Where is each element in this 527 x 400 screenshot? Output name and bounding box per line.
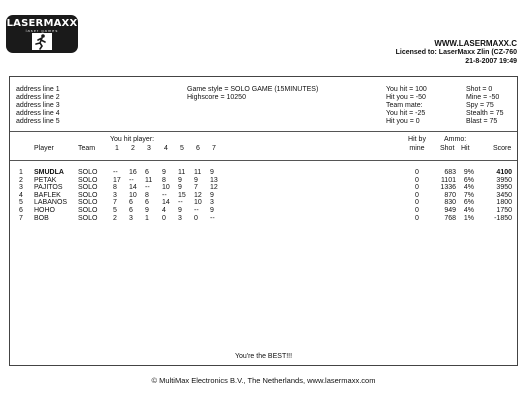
hit-cell: -- bbox=[129, 176, 134, 184]
col-hit-by: Hit by bbox=[408, 136, 426, 143]
table-cell-hit-pct: 7% bbox=[463, 191, 474, 199]
hit-cell: 3 bbox=[129, 214, 133, 222]
table-cell-shot: 683 bbox=[444, 169, 456, 176]
hit-cell: 10 bbox=[162, 184, 170, 192]
hits-column-5 bbox=[178, 169, 186, 222]
table-cell-num: 6 bbox=[19, 206, 23, 214]
table-cell-player: SMUDLA bbox=[34, 169, 64, 176]
table-cell-num: 3 bbox=[19, 184, 23, 192]
table-cell-shot: 768 bbox=[444, 214, 456, 222]
winner-message: You're the BEST!!! bbox=[234, 353, 293, 360]
rule-blast: Blast = 75 bbox=[466, 118, 498, 125]
table-cell-team: SOLO bbox=[78, 214, 98, 222]
hit-cell: 1 bbox=[145, 214, 149, 222]
hit-by-mine-column bbox=[404, 169, 430, 222]
header-divider bbox=[10, 160, 517, 161]
table-cell-shot: 830 bbox=[444, 199, 456, 207]
hit-cell: 11 bbox=[145, 176, 153, 184]
col-opp-2: 2 bbox=[131, 145, 135, 152]
hit-cell: 9 bbox=[178, 176, 182, 184]
rule-tm-hit-you: Hit you = 0 bbox=[386, 118, 420, 125]
hit-cell: 9 bbox=[162, 169, 166, 176]
section-divider bbox=[10, 131, 517, 132]
table-cell-team: SOLO bbox=[78, 184, 98, 192]
hit-cell: 7 bbox=[194, 184, 198, 192]
player-name-column bbox=[34, 169, 67, 222]
hit-cell: 8 bbox=[162, 176, 166, 184]
hit-cell: 3 bbox=[178, 214, 182, 222]
col-player: Player bbox=[34, 145, 54, 152]
scoring-rules-extra bbox=[466, 86, 504, 126]
hit-cell: 6 bbox=[129, 199, 133, 207]
address-line: address line 1 bbox=[16, 86, 60, 93]
table-cell-hit-by-mine: 0 bbox=[415, 169, 419, 176]
col-ammo: Ammo: bbox=[444, 136, 467, 143]
hit-cell: 11 bbox=[178, 169, 186, 176]
hits-column-7 bbox=[210, 169, 218, 222]
col-opp-5: 5 bbox=[180, 145, 184, 152]
col-opp-1: 1 bbox=[115, 145, 119, 152]
hit-cell: -- bbox=[178, 199, 183, 207]
hit-pct-column bbox=[460, 169, 474, 222]
hit-cell: 17 bbox=[113, 176, 121, 184]
hit-cell: -- bbox=[145, 184, 150, 192]
table-cell-hit-pct: 4% bbox=[463, 184, 474, 192]
hits-column-3 bbox=[145, 169, 152, 222]
table-cell-score: 3950 bbox=[496, 176, 512, 184]
table-cell-team: SOLO bbox=[78, 206, 98, 214]
address-line: address line 3 bbox=[16, 102, 60, 109]
hit-cell: -- bbox=[210, 214, 215, 222]
col-opp-3: 3 bbox=[147, 145, 151, 152]
table-cell-score: 3950 bbox=[496, 184, 512, 192]
hit-cell: 15 bbox=[178, 191, 186, 199]
you-hit-player-label: You hit player: bbox=[110, 136, 155, 143]
hit-cell: 12 bbox=[210, 184, 218, 192]
hit-cell: 6 bbox=[129, 206, 133, 214]
col-team: Team bbox=[78, 145, 96, 152]
hits-column-4 bbox=[162, 169, 170, 222]
hit-cell: 6 bbox=[145, 169, 149, 176]
col-score: Score bbox=[493, 145, 512, 152]
table-cell-player: PETAK bbox=[34, 176, 57, 184]
table-cell-score: 1800 bbox=[496, 199, 512, 207]
table-cell-num: 4 bbox=[19, 191, 23, 199]
hit-cell: 11 bbox=[194, 169, 202, 176]
rank-column bbox=[17, 169, 25, 222]
table-cell-hit-by-mine: 0 bbox=[415, 176, 419, 184]
rule-shot: Shot = 0 bbox=[466, 86, 493, 93]
logo-text: LASERMAXX bbox=[6, 18, 78, 29]
game-info bbox=[187, 86, 318, 102]
address-block bbox=[16, 86, 60, 126]
address-line: address line 4 bbox=[16, 110, 60, 117]
table-cell-hit-pct: 6% bbox=[463, 199, 474, 207]
table-cell-team: SOLO bbox=[78, 169, 98, 176]
address-line: address line 2 bbox=[16, 94, 60, 101]
hit-cell: 14 bbox=[162, 199, 170, 207]
hit-cell: -- bbox=[194, 206, 199, 214]
table-cell-player: HOHO bbox=[34, 206, 55, 214]
table-cell-player: BOB bbox=[34, 214, 49, 222]
score-column bbox=[488, 169, 512, 222]
table-cell-team: SOLO bbox=[78, 191, 98, 199]
hit-cell: 10 bbox=[129, 191, 137, 199]
table-cell-hit-by-mine: 0 bbox=[415, 199, 419, 207]
table-cell-hit-pct: 1% bbox=[463, 214, 474, 222]
table-cell-player: PAJITOS bbox=[34, 184, 63, 192]
hit-cell: 9 bbox=[210, 191, 214, 199]
hit-cell: 10 bbox=[194, 199, 202, 207]
col-mine: mine bbox=[409, 145, 425, 152]
hit-cell: 9 bbox=[145, 206, 149, 214]
table-cell-hit-pct: 6% bbox=[463, 176, 474, 184]
table-cell-hit-pct: 4% bbox=[463, 206, 474, 214]
hit-cell: 3 bbox=[210, 199, 214, 207]
table-cell-score: 3450 bbox=[496, 191, 512, 199]
hit-cell: 8 bbox=[145, 191, 149, 199]
col-shot: Shot bbox=[440, 145, 455, 152]
hit-cell: 9 bbox=[194, 176, 198, 184]
rule-tm-you-hit: You hit = -25 bbox=[386, 110, 426, 117]
table-cell-shot: 1101 bbox=[440, 176, 456, 184]
col-opp-4: 4 bbox=[164, 145, 168, 152]
rule-you-hit: You hit = 100 bbox=[386, 86, 427, 93]
table-cell-score: 4100 bbox=[496, 169, 512, 176]
table-cell-shot: 870 bbox=[444, 191, 456, 199]
hit-cell: 8 bbox=[113, 184, 117, 192]
website-url: WWW.LASERMAXX.C bbox=[434, 39, 517, 48]
table-cell-num: 1 bbox=[19, 169, 23, 176]
hit-cell: 4 bbox=[162, 206, 166, 214]
copyright-footer: © MultiMax Electronics B.V., The Netherlands, www.lasermaxx.com bbox=[151, 376, 376, 385]
team-column bbox=[78, 169, 97, 222]
table-cell-hit-by-mine: 0 bbox=[415, 206, 419, 214]
hit-cell: -- bbox=[113, 169, 118, 176]
col-hit: Hit bbox=[461, 145, 470, 152]
game-style: Game style = SOLO GAME (15MINUTES) bbox=[187, 86, 319, 93]
rule-mine: Mine = -50 bbox=[466, 94, 500, 101]
hits-column-1 bbox=[113, 169, 121, 222]
hit-cell: 16 bbox=[129, 169, 137, 176]
rule-hit-you: Hit you = -50 bbox=[386, 94, 426, 101]
hit-cell: 3 bbox=[113, 191, 117, 199]
running-man-icon bbox=[32, 33, 52, 50]
table-cell-player: BAFLEK bbox=[34, 191, 61, 199]
date-time: 21-8-2007 19:49 bbox=[465, 58, 517, 65]
hit-cell: 12 bbox=[194, 191, 202, 199]
hit-cell: 9 bbox=[210, 169, 214, 176]
lasermaxx-logo bbox=[6, 15, 78, 53]
hit-cell: 9 bbox=[178, 184, 182, 192]
hit-cell: 0 bbox=[162, 214, 166, 222]
col-opp-6: 6 bbox=[196, 145, 200, 152]
rule-spy: Spy = 75 bbox=[466, 102, 494, 109]
hit-cell: 13 bbox=[210, 176, 218, 184]
hit-cell: 2 bbox=[113, 214, 117, 222]
hit-cell: 6 bbox=[145, 199, 149, 207]
table-cell-player: LABANOS bbox=[34, 199, 68, 207]
table-cell-hit-by-mine: 0 bbox=[415, 191, 419, 199]
table-cell-hit-by-mine: 0 bbox=[415, 214, 419, 222]
table-cell-score: -1850 bbox=[494, 214, 512, 222]
table-cell-hit-by-mine: 0 bbox=[415, 184, 419, 192]
table-cell-score: 1750 bbox=[496, 206, 512, 214]
hit-cell: 0 bbox=[194, 214, 198, 222]
hit-cell: -- bbox=[162, 191, 167, 199]
table-cell-team: SOLO bbox=[78, 176, 98, 184]
hit-cell: 5 bbox=[113, 206, 117, 214]
table-cell-hit-pct: 9% bbox=[463, 169, 474, 176]
shot-column bbox=[438, 169, 456, 222]
table-cell-num: 7 bbox=[19, 214, 23, 222]
hit-cell: 14 bbox=[129, 184, 137, 192]
table-cell-shot: 1336 bbox=[440, 184, 456, 192]
license-text: Licensed to: LaserMaxx Zlin (CZ-760 bbox=[395, 49, 517, 56]
address-line: address line 5 bbox=[16, 118, 60, 125]
logo-tagline: laser games bbox=[25, 28, 59, 33]
hit-cell: 9 bbox=[210, 206, 214, 214]
hits-column-6 bbox=[194, 169, 202, 222]
col-opp-7: 7 bbox=[212, 145, 216, 152]
table-cell-num: 2 bbox=[19, 176, 23, 184]
hit-cell: 7 bbox=[113, 199, 117, 207]
table-cell-shot: 949 bbox=[444, 206, 456, 214]
scoring-rules bbox=[386, 86, 427, 126]
rule-team-mate: Team mate: bbox=[386, 102, 423, 109]
rule-stealth: Stealth = 75 bbox=[466, 110, 504, 117]
table-cell-num: 5 bbox=[19, 199, 23, 207]
hits-column-2 bbox=[129, 169, 137, 222]
highscore: Highscore = 10250 bbox=[187, 94, 246, 101]
hit-cell: 9 bbox=[178, 206, 182, 214]
table-cell-team: SOLO bbox=[78, 199, 98, 207]
